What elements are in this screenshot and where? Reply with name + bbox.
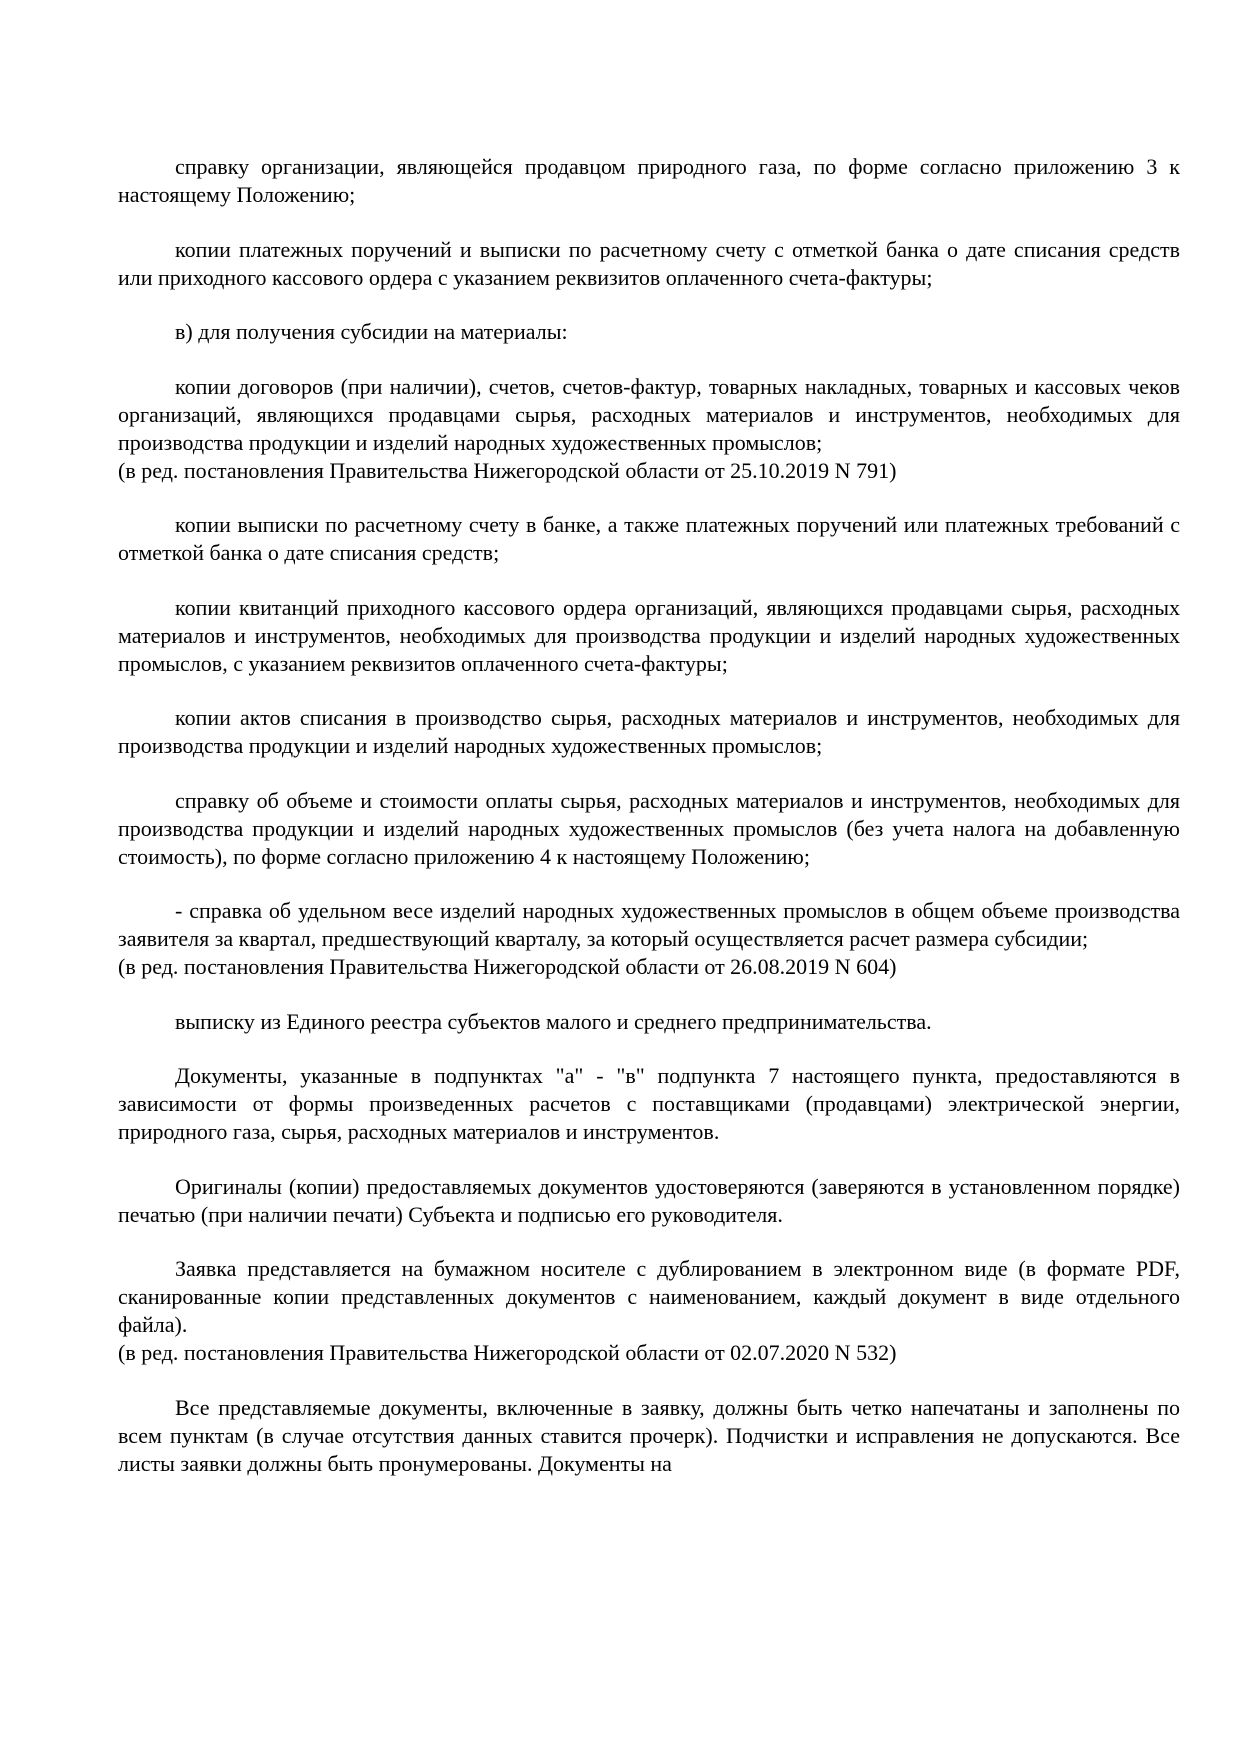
- paragraph-text: Документы, указанные в подпунктах "а" - "в" подпункта 7 настоящего пункта, предоставляются в зависимости от формы произведенных расчетов с поставщиками (продавцами) электрической энергии, природного газа, сырья, расходных материалов и инструментов.: [118, 1063, 1180, 1144]
- paragraph: [118, 594, 1180, 678]
- paragraph-text: копии платежных поручений и выписки по расчетному счету с отметкой банка о дате списания средств или приходного кассового ордера с указанием реквизитов оплаченного счета-фактуры;: [118, 236, 1180, 290]
- paragraph: [118, 373, 1180, 485]
- paragraph-text: копии квитанций приходного кассового ордера организаций, являющихся продавцами сырья, расходных материалов и инструментов, необходимых для производства продукции и изделий народных художественных промыслов, с указанием реквизитов оплаченного счета-фактуры;: [118, 594, 1180, 676]
- paragraph-text: выписку из Единого реестра субъектов малого и среднего предпринимательства.: [175, 1008, 932, 1034]
- paragraph-text: Оригиналы (копии) предоставляемых документов удостоверяются (заверяются в установленном порядке) печатью (при наличии печати) Субъекта и подписью его руководителя.: [118, 1173, 1180, 1227]
- paragraph: [118, 318, 1180, 346]
- paragraph-text: справку организации, являющейся продавцом природного газа, по форме согласно приложению 3 к настоящему Положению;: [118, 154, 1180, 207]
- paragraph-text: в) для получения субсидии на материалы:: [175, 319, 568, 344]
- paragraph: [118, 511, 1180, 567]
- paragraph: [118, 1394, 1180, 1478]
- paragraph-text: копии договоров (при наличии), счетов, счетов-фактур, товарных накладных, товарных и кассовых чеков организаций, являющихся продавцами сырья, расходных материалов и инструментов, необходимых для производства продукции и изделий народных художественных промыслов;: [118, 373, 1180, 455]
- paragraph: [118, 897, 1180, 981]
- paragraph: [118, 153, 1180, 209]
- paragraph-text: Заявка представляется на бумажном носителе с дублированием в электронном виде (в формате PDF, сканированные копии представленных документов с наименованием, каждый документ в виде отдельного файла).: [118, 1256, 1180, 1337]
- paragraph-text: справку об объеме и стоимости оплаты сырья, расходных материалов и инструментов, необходимых для производства продукции и изделий народных художественных промыслов (без учета налога на добавленную стоимость), по форме согласно приложению 4 к настоящему Положению;: [118, 787, 1180, 869]
- paragraph: [118, 1255, 1180, 1367]
- paragraph: [118, 704, 1180, 760]
- paragraph: [118, 1173, 1180, 1229]
- paragraph-text: копии выписки по расчетному счету в банке, а также платежных поручений или платежных требований с отметкой банка о дате списания средств;: [118, 512, 1180, 565]
- document-page: [118, 153, 1180, 1504]
- amendment-citation: (в ред. постановления Правительства Нижегородской области от 02.07.2020 N 532): [118, 1340, 897, 1365]
- paragraph: [118, 1008, 1180, 1036]
- paragraph: [118, 787, 1180, 871]
- paragraph: [118, 1062, 1180, 1146]
- paragraph-text: копии актов списания в производство сырья, расходных материалов и инструментов, необходимых для производства продукции и изделий народных художественных промыслов;: [118, 705, 1180, 758]
- paragraph-text: Все представляемые документы, включенные в заявку, должны быть четко напечатаны и заполнены по всем пунктам (в случае отсутствия данных ставится прочерк). Подчистки и исправления не допускаются. Все листы заявки должны быть пронумерованы. Документы на: [118, 1394, 1180, 1476]
- paragraph: [118, 236, 1180, 292]
- paragraph-text: - справка об удельном весе изделий народных художественных промыслов в общем объеме производства заявителя за квартал, предшествующий кварталу, за который осуществляется расчет размера субсидии;: [118, 898, 1180, 951]
- amendment-citation: (в ред. постановления Правительства Нижегородской области от 26.08.2019 N 604): [118, 954, 897, 979]
- amendment-citation: (в ред. постановления Правительства Нижегородской области от 25.10.2019 N 791): [118, 457, 897, 483]
